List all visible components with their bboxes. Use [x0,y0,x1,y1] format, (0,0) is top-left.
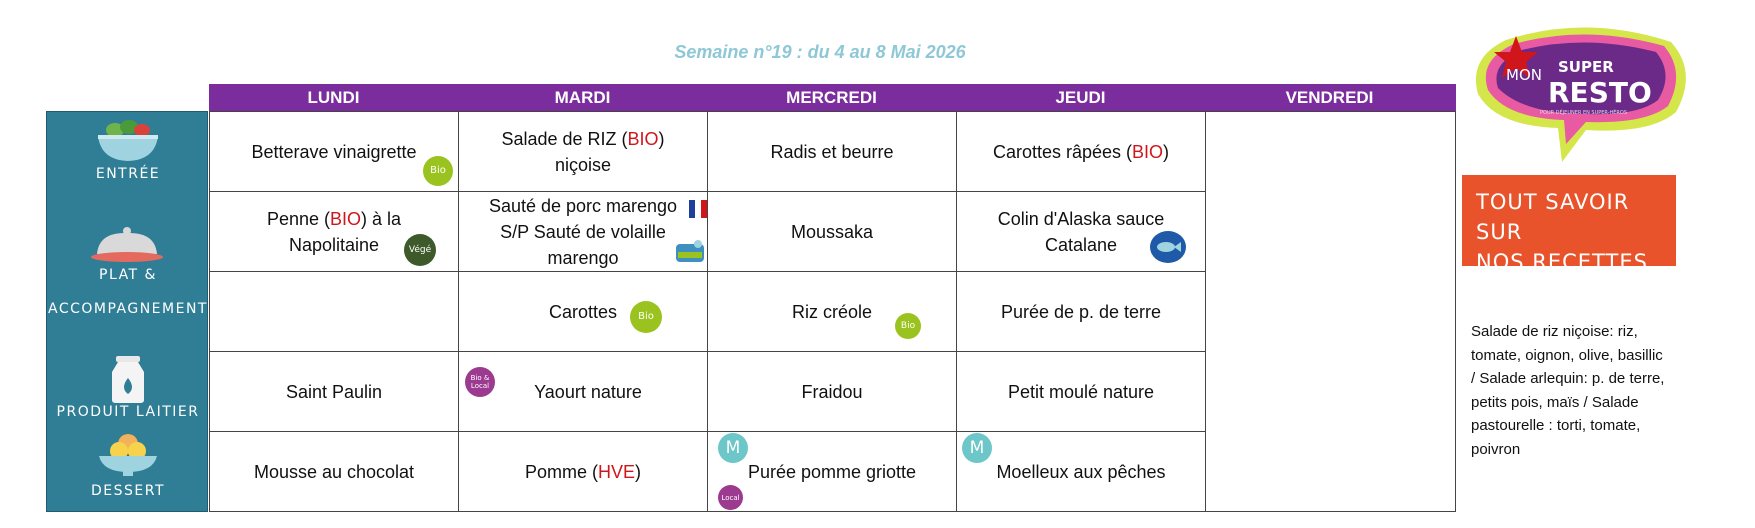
dish-name-end: ) [635,461,642,482]
mon-super-resto-logo [1466,22,1706,172]
cell-laitier-mardi [458,351,708,432]
bio-label: BIO [1132,141,1164,162]
cell-accomp-lundi [209,271,459,352]
bio-local-badge-icon: Bio & Local [465,367,495,397]
dish-name: Penne ( [266,208,330,229]
dish-name-mid: ) à la [361,208,402,229]
cell-entree-lundi [209,111,459,192]
dish-name: Purée de p. de terre [1000,301,1162,322]
cell-laitier-lundi [209,351,459,432]
dish-name: Riz créole [791,301,873,322]
dish-name: Yaourt nature [534,381,642,402]
vege-badge-icon: Végé [404,234,436,266]
day-thursday: JEUDI [1055,88,1106,107]
dish-name: Betterave vinaigrette [251,141,417,162]
dish-name: Salade de RIZ ( [501,128,628,149]
cell-entree-mardi [458,111,708,192]
day-friday: VENDREDI [1285,88,1374,107]
dish-name: Pomme ( [524,461,598,482]
cell-dessert-lundi [209,431,459,512]
cell-plat-mercredi [707,191,957,272]
dish-name: Carottes râpées ( [992,141,1133,162]
category-entree: ENTRÉE [95,166,161,182]
category-accompagnement: ACCOMPAGNEMENT [48,301,208,317]
dish-name: Moelleux aux pêches [996,461,1166,482]
category-plat: PLAT & [99,267,157,283]
cell-accomp-mercredi [707,271,957,352]
dish-name-line2: niçoise [554,154,611,175]
bio-label: BIO [330,208,362,229]
cell-accomp-jeudi [956,271,1206,352]
milk-churn-icon [106,354,150,404]
cell-plat-mardi [458,191,708,272]
dish-name: Fraidou [801,381,863,402]
logo-super: SUPER [1558,58,1614,76]
cell-laitier-jeudi [956,351,1206,432]
cell-vendredi [1205,111,1456,512]
fish-icon [1149,230,1187,264]
dish-name: Carottes [548,301,618,322]
dish-name: Purée pomme griotte [747,461,917,482]
category-dessert: DESSERT [90,483,165,499]
maison-badge-icon: M [718,433,748,463]
dish-name-line1: Sauté de porc marengo [488,195,678,216]
bio-label: BIO [627,128,659,149]
cell-laitier-mercredi [707,351,957,432]
maison-badge-icon: M [962,433,992,463]
bio-badge-icon: Bio [895,313,921,339]
cell-entree-mercredi [707,111,957,192]
hve-label: HVE [598,461,636,482]
tout-savoir-recettes-button[interactable] [1462,175,1676,274]
dish-name-end: ) [1163,141,1170,162]
ice-cream-icon [93,432,163,478]
category-produit-laitier: PRODUIT LAITIER [56,404,200,420]
menu-grid [209,111,1456,512]
logo-tagline: POUR DÉJEUNER EN SUPER-HÉROS [1540,110,1628,116]
cell-dessert-jeudi [956,431,1206,512]
dish-name-line1: Colin d'Alaska sauce [997,208,1165,229]
dish-name-end: ) [658,128,665,149]
cell-dessert-mercredi [707,431,957,512]
cell-accomp-mardi [458,271,708,352]
recettes-line1: TOUT SAVOIR SUR [1476,190,1630,244]
dish-name: Radis et beurre [770,141,894,162]
cell-entree-jeudi [956,111,1206,192]
week-title: Semaine n°19 : du 4 au 8 Mai 2026 [674,42,966,62]
day-wednesday: MERCREDI [786,88,877,107]
salad-composition-note: Salade de riz niçoise: riz, tomate, oignon, olive, basillic / Salade arlequin: p. de terre, petits pois, maïs / Salade pastourelle : torti, tomate, poivron [1471,323,1665,458]
dish-name-line2: Napolitaine [288,234,380,255]
logo-mon: MON [1506,66,1542,84]
bio-badge-icon: Bio [423,156,453,186]
dish-name: Saint Paulin [285,381,383,402]
day-header-bar [209,84,1456,111]
cell-plat-jeudi [956,191,1206,272]
day-monday: LUNDI [307,88,360,107]
dish-name: Mousse au chocolat [253,461,415,482]
local-badge-icon: Local [718,485,743,510]
logo-resto: RESTO [1548,76,1652,109]
cell-plat-lundi [209,191,459,272]
speech-bubble-logo-icon [1466,22,1706,172]
dish-name: Petit moulé nature [1007,381,1155,402]
day-tuesday: MARDI [554,88,611,107]
dish-name-line2: Catalane [1044,234,1118,255]
recettes-line2: NOS RECETTES [1476,250,1648,274]
salad-bowl-icon [95,116,161,162]
dish-name: Moussaka [790,221,874,242]
cell-dessert-mardi [458,431,708,512]
dish-name-line2: S/P Sauté de volaille [500,221,666,242]
category-column [46,111,208,512]
cloche-icon [89,224,165,264]
dish-name-line3: marengo [547,247,619,268]
bio-badge-icon: Bio [630,301,662,333]
bleu-blanc-coeur-icon [674,238,706,268]
